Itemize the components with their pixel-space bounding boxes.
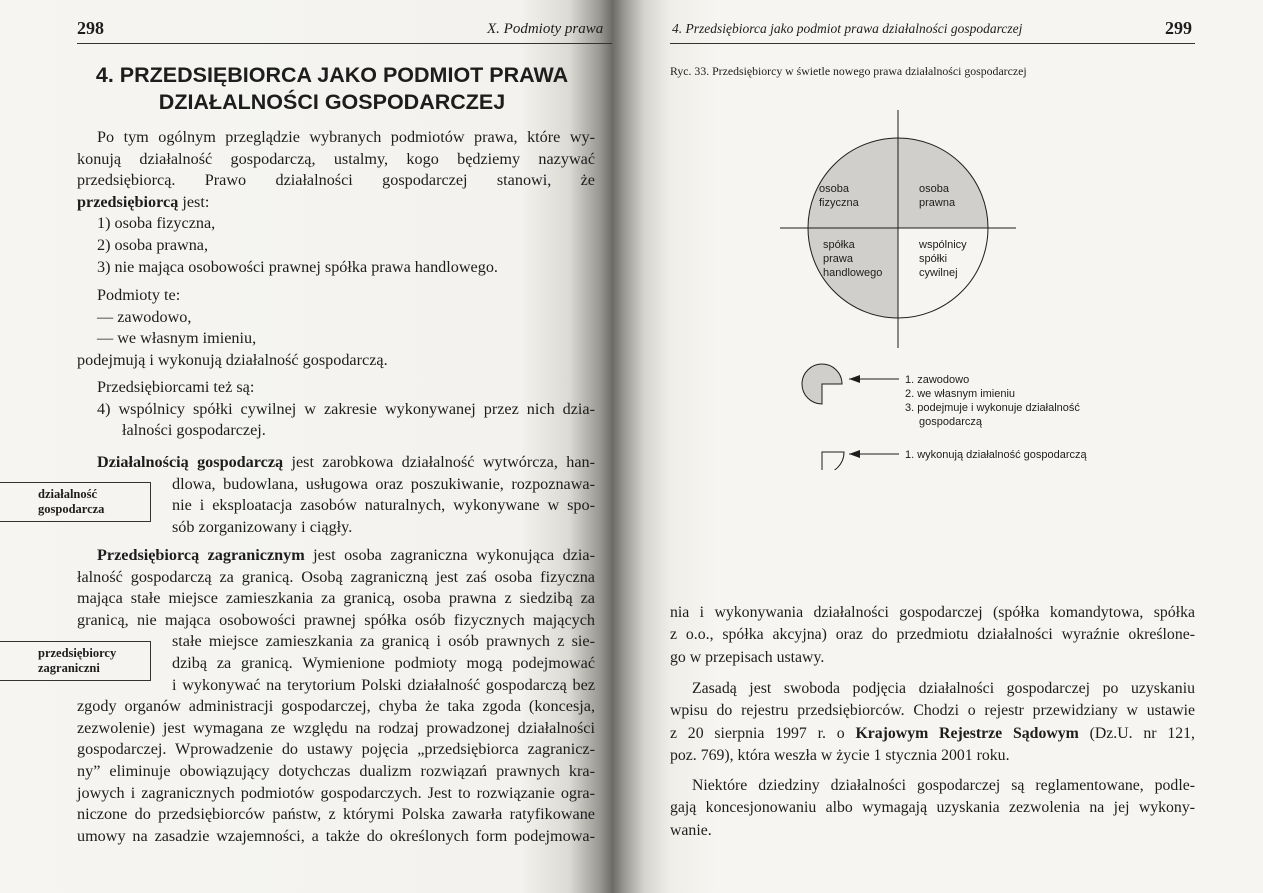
text-line: umowy na zasadzie wzajemności, a także do określonych form podejmowa- (77, 826, 595, 845)
margin-note-activity (0, 482, 151, 522)
margin-note-line: zagraniczni (38, 661, 100, 675)
list-item: 3) nie mająca osobowości prawnej spółka prawa handlowego. (97, 257, 498, 276)
shaded-quadrant-top-right (898, 120, 1004, 228)
text-line: Przedsiębiorcami też są: (97, 378, 255, 396)
page-number: 299 (1165, 18, 1192, 38)
text-line: Podmioty te: (97, 286, 181, 304)
text-line: jowych i zagranicznych podmiotów gospodarczych. Jest to rozwiązanie ogra- (77, 783, 595, 802)
section-title-line: DZIAŁALNOŚCI GOSPODARCZEJ (158, 90, 506, 114)
text-line: nie i eksploatacja zasobów naturalnych, wykonywane w spo- (172, 496, 595, 515)
text-line: podejmują i wykonują działalność gospodarczą. (77, 350, 388, 369)
text-line: nia i wykonywania działalności gospodarczej (spółka komandytowa, spółka (670, 604, 1195, 621)
paragraph-definition-foreign (77, 545, 595, 847)
text-line: stałe miejsce zamieszkania za granicą i osób prawnych z sie- (172, 632, 595, 651)
bold-term: Przedsiębiorcą zagranicznym (97, 546, 305, 564)
text-span: jest osoba zagraniczna wykonująca dzia- (304, 546, 595, 564)
margin-note-line: działalność (38, 487, 98, 501)
legend-item: 2. we własnym imieniu (905, 388, 1016, 400)
right-page (612, 0, 1263, 893)
quadrant-label: prawna (919, 197, 956, 209)
paragraph-definition-activity (77, 452, 595, 538)
legend-item: 3. podejmuje i wykonuje działalność (905, 402, 1080, 414)
text-line: łalność gospodarczą za granicą. Osobą zagraniczną jest zaś osoba fizyczna (77, 567, 595, 586)
figure-diagram (762, 100, 1212, 470)
running-head: 4. Przedsiębiorca jako podmiot prawa działalności gospodarczej (672, 21, 1023, 36)
list-item: 1) osoba fizyczna, (97, 214, 216, 233)
section-title (77, 62, 587, 116)
left-page (0, 0, 612, 893)
text-line: i wykonywać na terytorium Polski działalność gospodarczą bez (172, 675, 595, 694)
paragraph-regulated (670, 775, 1195, 842)
text-line (77, 192, 595, 214)
text-line: mająca stałe miejsce zamieszkania za granicą, osoba prawna z siedzibą za (77, 589, 595, 608)
text-line: granicą, nie mająca osobowości prawnej spółka osób fizycznych mających (77, 610, 595, 629)
quadrant-label: spółki (919, 253, 948, 265)
legend-arrowhead-icon (849, 375, 860, 383)
text-line: przedsiębiorcą. Prawo działalności gospodarczej stanowi, że (77, 171, 595, 190)
text-line: zezwolenie) jest wymagana ze względu na rodzaj prowadzonej działalności (77, 718, 595, 737)
text-line: poz. 769), która weszła w życie 1 stycznia 2001 roku. (670, 747, 1010, 765)
quadrant-label: cywilnej (919, 267, 958, 279)
text-line (77, 452, 595, 474)
quadrant-label: prawa (823, 253, 853, 265)
paragraph-also (77, 377, 595, 442)
paragraph-podmioty (77, 285, 595, 371)
bold-term: Działalnością gospodarczą (97, 453, 284, 471)
running-head: X. Podmioty prawa (487, 21, 604, 37)
text-line (670, 723, 1195, 745)
header-rule (77, 43, 612, 44)
quadrant-label: wspólnicy (919, 239, 967, 251)
text-line: gają koncesjonowaniu albo wymagają uzyskania zezwolenia na jej wykony- (670, 799, 1195, 817)
text-span: z 20 sierpnia 1997 r. o (670, 724, 856, 742)
text-line: Zasadą jest swoboda podjęcia działalności gospodarczej po uzyskaniu (692, 680, 1195, 697)
legend-item: gospodarczą (919, 416, 982, 428)
section-title-line: 4. PRZEDSIĘBIORCA JAKO PODMIOT PRAWA (95, 63, 569, 87)
legend-circle-three-quarter-icon (802, 364, 842, 404)
list-item: — we własnym imieniu, (97, 329, 257, 348)
quadrant-label: fizyczna (819, 197, 859, 209)
paragraph-registration (670, 678, 1195, 768)
text-line: zgody organów administracji gospodarczej, chyba że taka zgoda (koncesja, (77, 697, 595, 716)
text-line: Niektóre dziedziny działalności gospodarczej są reglamentowane, podle- (692, 777, 1195, 794)
legend-quarter-circle-icon (822, 452, 844, 470)
page-number: 298 (77, 18, 104, 38)
text-line: wpisu do rejestru przedsiębiorców. Chodzi o rejestr przewidziany w ustawie (670, 702, 1195, 720)
paragraph-intro (77, 127, 595, 278)
header-rule (670, 43, 1195, 44)
text-line: wanie. (670, 821, 712, 839)
text-line: ny” eliminuje obowiązujący dotychczas dualizm rozwiązań prawnych kra- (77, 761, 595, 780)
margin-note-line: gospodarcza (38, 502, 105, 516)
text-line: dzibą za granicą. Wymienione podmioty mogą podejmować (172, 653, 595, 672)
text-line: dlowa, budowlana, usługowa oraz poszukiwanie, rozpoznawa- (172, 474, 595, 493)
text-line (77, 545, 595, 567)
list-item: — zawodowo, (97, 307, 192, 326)
text-line: konują działalność gospodarczą, ustalmy, kogo będziemy nazywać (77, 149, 595, 168)
text-span: jest zarobkowa działalność wytwórcza, han- (283, 453, 596, 471)
text-line: Po tym ogólnym przeglądzie wybranych podmiotów prawa, które wy- (97, 128, 595, 146)
quadrant-label: handlowego (823, 267, 883, 279)
text-span: jest: (178, 192, 210, 211)
margin-note-line: przedsiębiorcy (38, 646, 117, 660)
legend-item: 1. wykonują działalność gospodarczą (905, 449, 1087, 461)
margin-note-foreign (0, 641, 151, 681)
text-line: gospodarczej. Wprowadzenie do ustawy pojęcia „przedsiębiorca zagranicz- (77, 740, 595, 759)
text-line: niczone do przedsiębiorców państw, z którymi Polska zawarła ratyfikowane (77, 805, 595, 824)
text-span: (Dz.U. nr 121, (1078, 724, 1196, 742)
quadrant-label: osoba (919, 183, 949, 195)
bold-term: Krajowym Rejestrze Sądowym (855, 724, 1079, 742)
bold-term: przedsiębiorcą (77, 192, 179, 211)
text-line: łalności gospodarczej. (122, 421, 266, 440)
legend-item: 1. zawodowo (905, 374, 970, 386)
quadrant-label: spółka (823, 239, 855, 251)
figure-caption: Ryc. 33. Przedsiębiorcy w świetle nowego prawa działalności gospodarczej (670, 64, 1027, 78)
quadrant-label: osoba (819, 183, 849, 195)
text-line: go w przepisach ustawy. (670, 648, 825, 666)
text-line: sób zorganizowany i ciągły. (172, 517, 353, 536)
text-line: z o.o., spółka akcyjna) oraz do przedmiotu działalności wyraźnie określone- (670, 626, 1195, 644)
list-item: 2) osoba prawna, (97, 235, 209, 254)
paragraph-continuation (670, 602, 1195, 669)
list-item: 4) wspólnicy spółki cywilnej w zakresie wykonywanej przez nich dzia- (97, 399, 595, 418)
legend-arrowhead-icon (849, 450, 860, 458)
